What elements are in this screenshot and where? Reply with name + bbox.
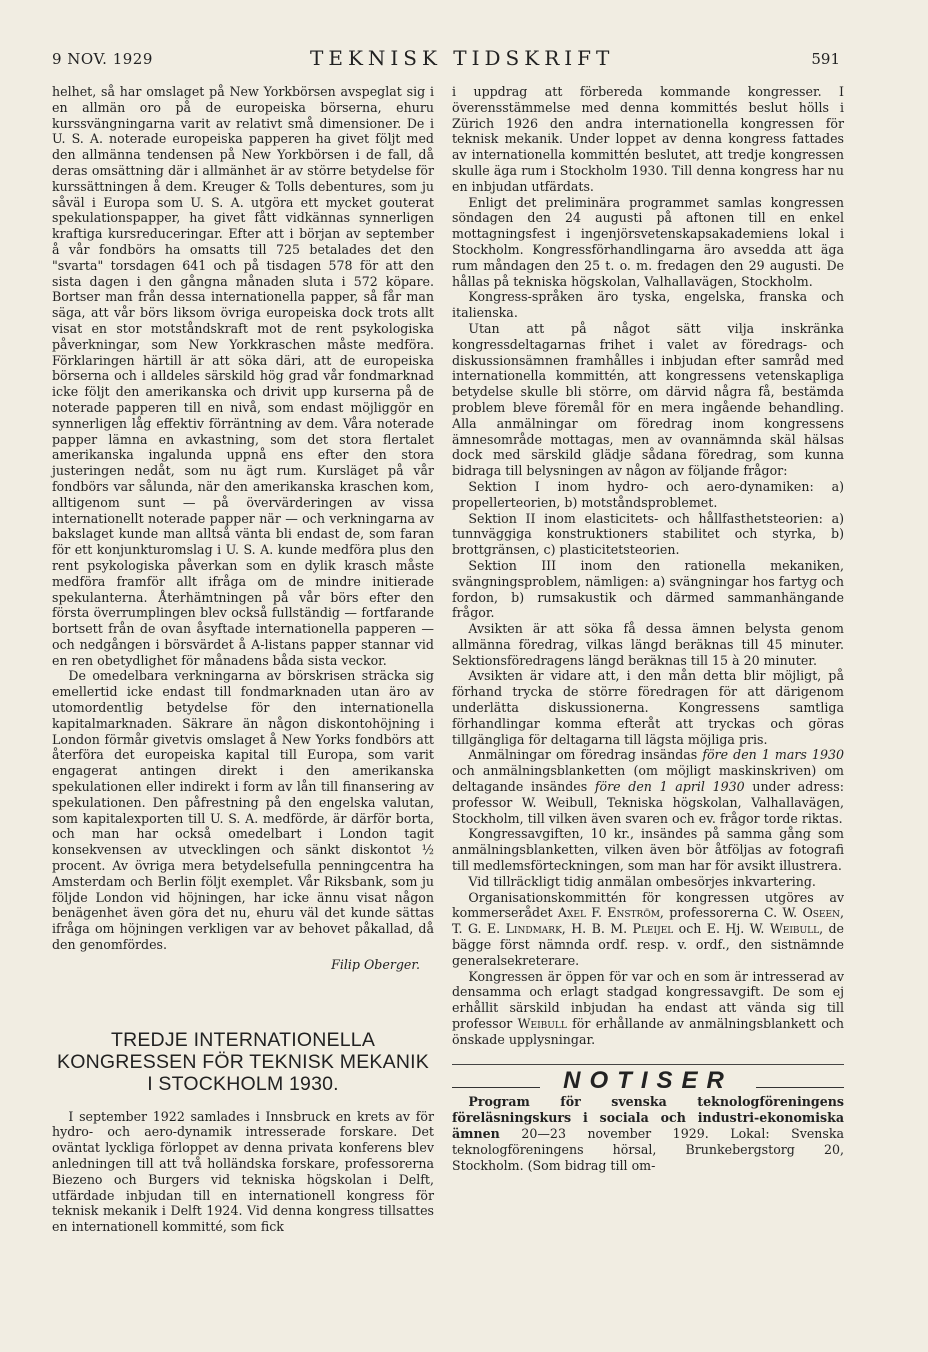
text-run: under adress: professor W. Weibull, Tekniska högskolan, Valhallavägen, Stockholm, till vilken även svaren och ev. frågor torde riktas. xyxy=(452,779,844,826)
person-name: Weibull xyxy=(769,921,820,937)
paragraph: De omedelbara verkningarna av börskrisen sträcka sig emellertid icke endast till fondmarknaden utan äro av utomordentlig betydelse för den internationella kapitalmarknaden. Säkrare än någon diskontohöjning i London förmår givetvis omslaget å New Yorks fondbörs att återföra det europeiska kapital till Europa, som varit engagerat antingen direkt i den amerikanska spekulationen eller indirekt i form av lån till finansering av spekulationen. Den påfrestning på den engelska valutan, som kapitalexporten till U. S. A. medförde, är därför borta, och man har också omedelbart i London tagit konsekvensen av utvecklingen och sänkt diskontot ½ procent. Av övriga mera betydelsefulla penningcentra ha Amsterdam och Berlin följt exemplet. Vår Riksbank, som ju följde London vid höjningen, har icke ännu visat någon benägenhet även göra det nu, ehuru väl det kunde sättas ifråga om höjningen verkligen var av behovet påkallad, då den genomfördes. xyxy=(52,668,434,953)
paragraph: Vid tillräckligt tidig anmälan ombesörjes inkvartering. xyxy=(468,873,816,889)
paragraph: Sektion I inom hydro- och aero-dynamiken: a) propellerteorien, b) motståndsproblemet. xyxy=(452,478,844,510)
notiser-header xyxy=(452,1066,844,1094)
person-name: Lindmark xyxy=(505,921,562,937)
person-name: Axel F. Enström xyxy=(557,905,660,921)
paragraph: Sektion III inom den rationella mekaniken, svängningsproblem, nämligen: a) svängningar hos fartyg och fordon, b) rumsakustik och därmed sammanhängande frågor. xyxy=(452,557,844,621)
paragraph: I september 1922 samlades i Innsbruck en krets av för hydro- och aero-dynamik intresserade forskare. Det oväntat lyckliga förloppet av denna privata konferens blev anledningen till att två holländska forskare, professorerna Biezeno och Burgers vid tekniska högskolan i Delft, utfärdade inbjudan till en internationell kongress för teknisk mekanik i Delft 1924. Vid denna kongress tillsattes en internationell kommitté, som fick xyxy=(52,1108,434,1235)
left-column xyxy=(52,84,434,1235)
text-run: och anmälningsblanketten (om möjligt maskinskriven) om deltagande insändes xyxy=(452,763,844,795)
text-run: , H. B. M. xyxy=(561,921,628,937)
person-name: Weibull xyxy=(517,1016,567,1032)
text-run: för erhållande av anmälningsblankett och önskade upplysningar. xyxy=(452,1016,844,1047)
notice-paragraph xyxy=(452,1094,844,1173)
deadline: före den 1 april 1930 xyxy=(594,779,745,795)
issue-date: 9 NOV. 1929 xyxy=(52,50,153,68)
notiser-title: NOTISER xyxy=(563,1066,733,1094)
text-run: Kongressen är öppen för var och en som är intresserad av densamma och erlagt stadgad kongressavgift. De som ej erhållit särskild inbjudan ha endast att vända sig till professor xyxy=(452,968,844,1032)
person-name: Oseen xyxy=(802,905,840,921)
text-run: , T. G. E. xyxy=(452,905,844,937)
paragraph: Avsikten är vidare att, i den mån detta blir möjligt, på förhand trycka de större föredragen för att därigenom underlätta diskussionerna. Kongressens samtliga förhandlingar komma efteråt att tryckas och göras tillgängliga för deltagarna till lägsta möjliga pris. xyxy=(452,668,844,747)
text-run: Organisationskommittén för kongressen utgöres av kommerserådet xyxy=(452,889,844,921)
text-run: och E. Hj. W. xyxy=(678,921,765,937)
paragraph: helhet, så har omslaget på New Yorkbörsen avspeglat sig i en allmän oro på de europeiska börserna, ehuru kurssvängningarna varit av relativt små dimensioner. De i U. S. A. noterade europeiska papperen ha givet följt med den allmänna tendensen på New Yorkbörsen i de fall, då deras omsättning där i allmänhet är av större betydelse för kurssättningen å dem. Kreuger & Tolls debentures, som ju såväl i Europa som U. S. A. utgöra ett mycket gouterat spekulationspapper, ha givet fått vidkännas synnerligen kraftiga kursreduceringar. Efter att i början av september å vår fondbörs ha omsatts till 725 betalades det den "svarta" torsdagen 641 och på tisdagen 578 för att den sista dagen i den gångna månaden sluta i 572 köpare. Bortser man från dessa internationella papper, så får man säga, att vår börs liksom övriga europeiska dock trots allt visat en stor motståndskraft mot de rent psykologiska påverkningar, som New Yorkkraschen måste medföra. Förklaringen härtill är att söka däri, att de europeiska börserna och i alldeles särskild hög grad vår fondmarknad icke följt den amerikanska och drivit upp kurserna på de noterade papperen till en nivå, som endast möjliggör en synnerligen låg effektiv förräntning av dem. Våra noterade papper lämna en avkastning, som det stora flertalet amerikanska ingalunda uppnå ens efter den stora justeringen nedåt, som nu ägt rum. Kursläget på vår fondbörs var sålunda, när den amerikanska kraschen kom, alltigenom sunt — på övervärderingen av vissa internationellt noterade papper när — och verkningarna av bakslaget kunde man alltså vänta bli endast de, som faran för ett konjunkturomslag i U. S. A. kunde medföra plus den rent psykologiska påverkan som en dylik krasch måste medföra framför allt ifråga om de mindre initierade spekulanterna. Återhämtningen på vår börs efter den första överrumplingen blev också fullständig — fortfarande bortsett från de ovan åsyftade internationella papperen — och nedgången i börsvärdet å A-listans papper stannar vid en ren obetydlighet för månadens båda sista veckor. xyxy=(52,84,434,668)
page-number: 591 xyxy=(811,50,840,68)
paragraph: i uppdrag att förbereda kommande kongresser. I överensstämmelse med denna kommittés beslut hölls i Zürich 1926 den andra internationella kongressen för teknisk mekanik. Under loppet av denna kongress fattades av internationella kommittén beslutet, att tredje kongressen skulle äga rum i Stockholm 1930. Till denna kongress har nu en inbjudan utfärdats. xyxy=(452,84,844,194)
paragraph xyxy=(452,969,844,1048)
paragraph: Kongressavgiften, 10 kr., insändes på samma gång som anmälningsblanketten, vilken även bör åtföljas av fotografi till medlemsförteckningen, som man har för avsikt illustrera. xyxy=(452,826,844,874)
paragraph: Utan att på något sätt vilja inskränka kongressdeltagarnas frihet i valet av föredrags- och diskussionsämnen framhålles i inbjudan efter samråd med internationella kommittén, att kongressens vetenskapliga betydelse skulle bli större, om därvid några få, bestämda problem bleve föremål för en mera ingående behandling. Alla anmälningar om föredrag inom kongressens ämnesområde mottagas, men av ovannämnda skäl hälsas dock med särskild glädje sådana föredrag, som kunna bidraga till belysningen av någon av följande frågor: xyxy=(452,320,844,479)
paragraph: Sektion II inom elasticitets- och hållfasthetsteorien: a) tunnväggiga konstruktioners stabilitet och styrka, b) brottgränsen, c) plasticitetsteorien. xyxy=(452,510,844,558)
rule-right xyxy=(756,1087,844,1088)
rule-left xyxy=(452,1087,540,1088)
paragraph xyxy=(452,747,844,826)
notice-text: 20—23 november 1929. Lokal: Svenska teknologföreningens hörsal, Brunkebergstorg 20, Stockholm. (Som bidrag till om- xyxy=(452,1126,844,1173)
section-divider xyxy=(452,1064,844,1065)
paragraph: Avsikten är att söka få dessa ämnen belysta genom allmänna föredrag, vilkas längd beräknas till 45 minuter. Sektionsföredragens längd beräknas till 15 à 20 minuter. xyxy=(452,621,844,668)
person-name: Pleijel xyxy=(632,921,674,937)
running-head xyxy=(52,44,840,74)
right-column xyxy=(452,84,844,1173)
deadline: före den 1 mars 1930 xyxy=(702,747,844,763)
text-run: , professorerna C. W. xyxy=(659,905,798,921)
author-signature: Filip Oberger. xyxy=(331,956,420,972)
notice-heading: Program för svenska teknologföreningens föreläsningskurs i sociala och industri-ekonomiska ämnen xyxy=(452,1094,844,1141)
text-run: Anmälningar om föredrag insändas xyxy=(468,747,698,763)
paragraph: Kongress-språken äro tyska, engelska, franska och italienska. xyxy=(452,289,844,321)
text-run: , de bägge först nämnda ordf. resp. v. ordf., den sistnämnde generalsekreterare. xyxy=(452,921,844,968)
paragraph: Enligt det preliminära programmet samlas kongressen söndagen den 24 augusti på aftonen till en enkel mottagningsfest i ingenjörsvetenskapsakademiens lokal i Stockholm. Kongressförhandlingarna äro avsedda att äga rum måndagen den 25 t. o. m. fredagen den 29 augusti. De hållas på tekniska högskolan, Valhallavägen, Stockholm. xyxy=(452,194,844,289)
journal-title: TEKNISK TIDSKRIFT xyxy=(310,46,615,70)
article-heading: TREDJE INTERNATIONELLA KONGRESSEN FÖR TEKNISK MEKANIK I STOCKHOLM 1930. xyxy=(57,1028,429,1095)
paragraph xyxy=(452,890,844,969)
